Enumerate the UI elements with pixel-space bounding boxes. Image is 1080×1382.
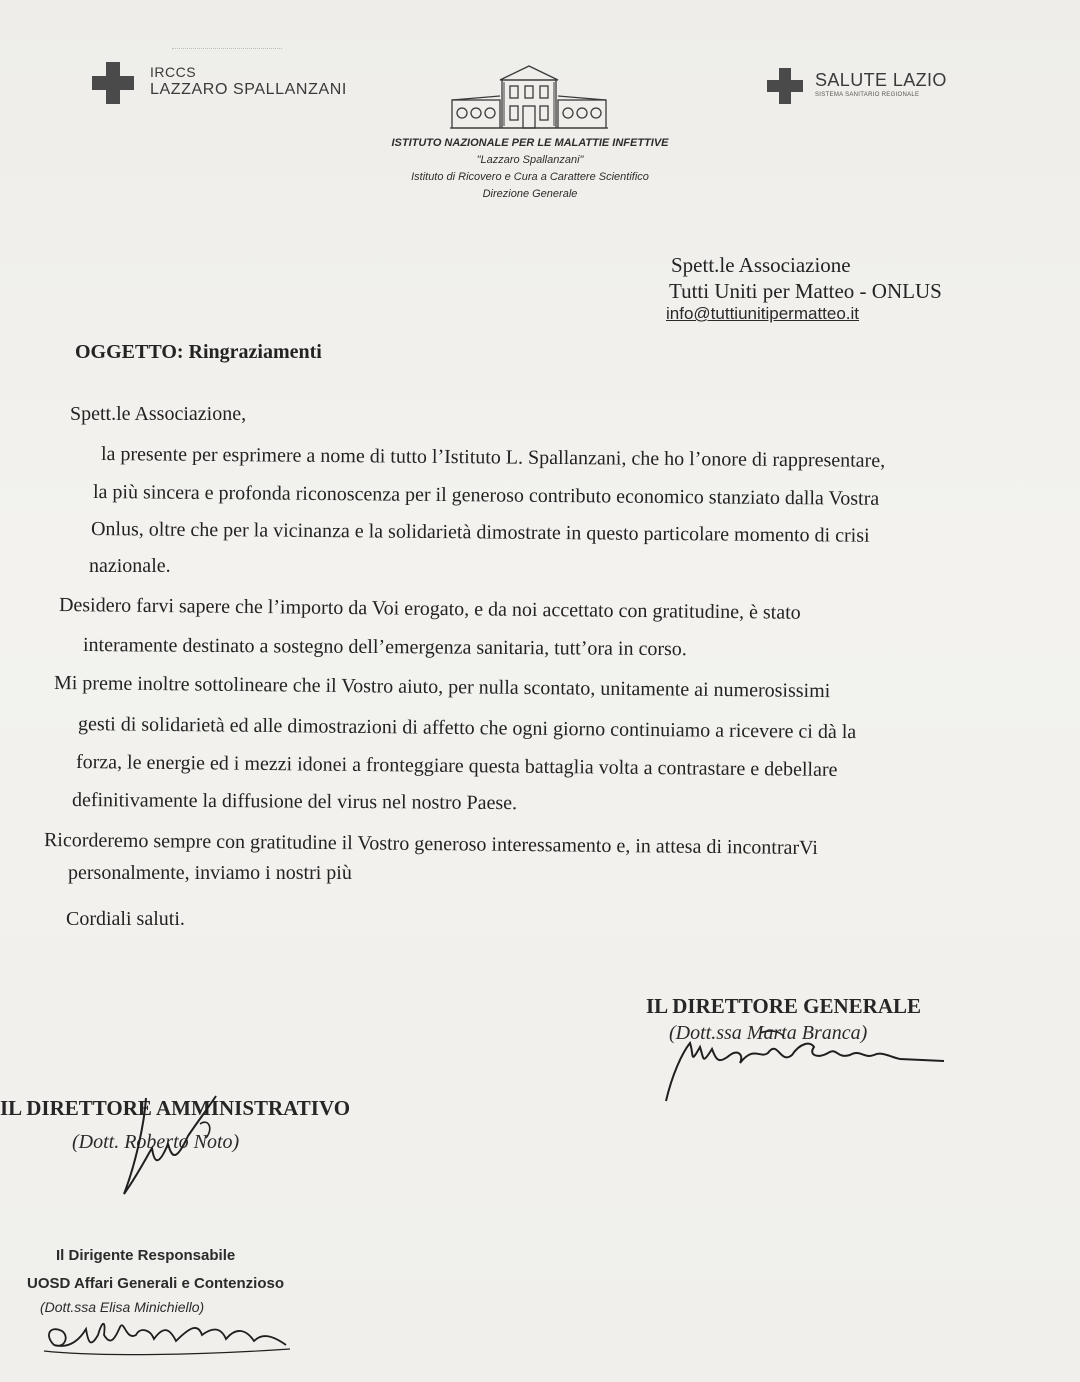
salute-lazio-logo [767,68,987,108]
spallanzani-logo [92,62,392,104]
p2-line2: interamente destinato a sostegno dell’emergenza sanitaria, tutt’ora in corso. [82,634,687,661]
p4-line1: Ricorderemo sempre con gratitudine il Vostro generoso interessamento e, in attesa di incontrarVi [43,829,819,860]
institute-type: Istituto di Ricovero e Cura a Carattere Scientifico [411,171,649,183]
dr-line2: UOSD Affari Generali e Contenzioso [27,1275,284,1292]
recipient-email-link[interactable]: info@tuttiunitipermatteo.it [666,304,860,323]
p2-line1: Desidero farvi sapere che l’importo da Voi erogato, e da noi accettato con gratitudine, è stato [58,594,801,624]
da-title: IL DIRETTORE AMMINISTRATIVO [0,1096,351,1120]
institute-quote-name: "Lazzaro Spallanzani" [476,154,584,166]
cross-icon [767,68,803,104]
institute-header [330,135,730,203]
p3-line2: gesti di solidarietà ed alle dimostrazioni di affetto che ogni giorno continuiamo a ricevere ci dà la [77,713,857,744]
p1-line4: nazionale. [89,555,171,577]
dg-name: (Dott.ssa Marta Branca) [669,1022,868,1044]
red-cross-icon [92,62,134,104]
faint-marking [172,48,282,51]
salute-lazio-text: SALUTE LAZIO [815,70,947,90]
p3-line1: Mi preme inoltre sottolineare che il Vostro aiuto, per nulla scontato, unitamente ai numerosissimi [53,672,831,703]
p1-line2: la più sincera e profonda riconoscenza per il generoso contributo economico stanziato dalla Vostra [92,481,880,510]
building-icon [450,60,608,132]
logo-irccs-text: IRCCS [150,64,197,80]
p3-line3: forza, le energie ed i mezzi idonei a fronteggiare questa battaglia volta a contrastare e debellare [75,751,838,781]
recipient-line1: Spett.le Associazione [671,253,851,277]
dg-signature-icon [660,1025,950,1105]
recipient-line2: Tutti Uniti per Matteo - ONLUS [669,279,942,303]
da-signature-icon [118,1088,228,1198]
salutation: Spett.le Associazione, [70,403,247,425]
p1-line3: Onlus, oltre che per la vicinanza e la solidarietà dimostrate in questo particolare momento di crisi [90,518,870,547]
p1-line1: la presente per esprimere a nome di tutto l’Istituto L. Spallanzani, che ho l’onore di rappresentare, [100,443,886,472]
dg-title: IL DIRETTORE GENERALE [646,994,922,1018]
dr-line1: Il Dirigente Responsabile [56,1247,236,1264]
p3-line4: definitivamente la diffusione del virus nel nostro Paese. [71,789,518,815]
institute-department: Direzione Generale [482,188,578,200]
dr-name: (Dott.ssa Elisa Minichiello) [40,1299,205,1315]
sistema-sanitario-text: SISTEMA SANITARIO REGIONALE [815,92,920,98]
p4-line2: personalmente, inviamo i nostri più [68,862,352,884]
institute-name: ISTITUTO NAZIONALE PER LE MALATTIE INFETTIVE [391,137,669,149]
logo-spallanzani-text: LAZZARO SPALLANZANI [150,81,347,98]
da-name: (Dott. Roberto Noto) [72,1131,240,1153]
dr-signature-icon [40,1305,300,1365]
closing: Cordiali saluti. [66,908,185,930]
subject-line: OGGETTO: Ringraziamenti [75,341,322,363]
